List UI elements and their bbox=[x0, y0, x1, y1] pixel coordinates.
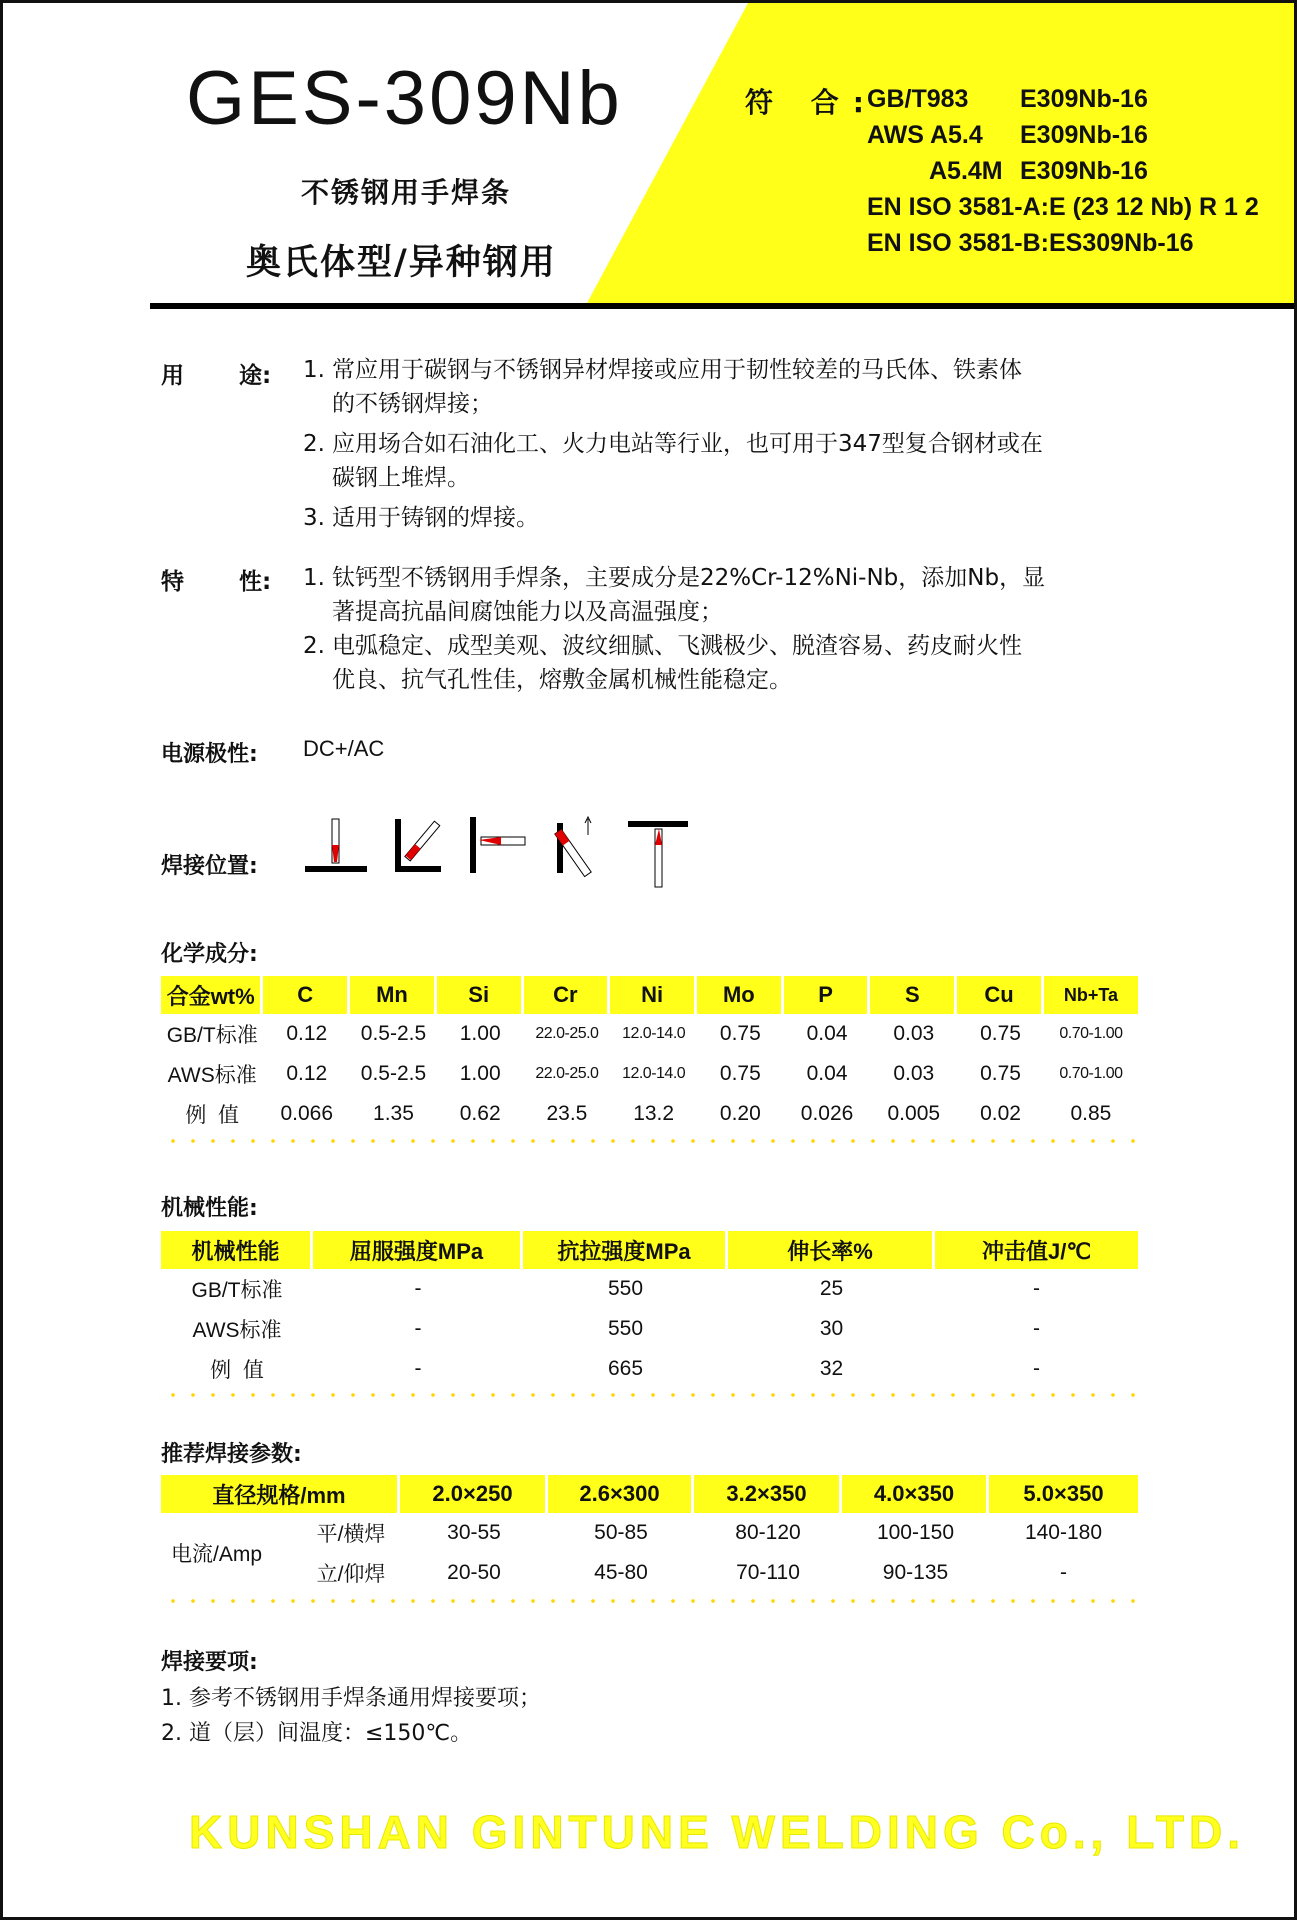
features-label: 特 性: bbox=[161, 569, 272, 595]
standard-class: E309Nb-16 bbox=[1020, 157, 1148, 185]
table-cell: - bbox=[414, 1277, 422, 1300]
column-header: 3.2×350 bbox=[694, 1475, 842, 1513]
table-cell: 0.03 bbox=[893, 1062, 935, 1085]
row-label: AWS标准 bbox=[167, 1064, 257, 1087]
row-sublabel: 平/横焊 bbox=[316, 1523, 386, 1546]
table-cell: 0.75 bbox=[719, 1062, 761, 1085]
column-header: Nb+Ta bbox=[1044, 976, 1138, 1014]
dotted-divider bbox=[163, 1599, 1138, 1603]
standard-code: A5.4M bbox=[929, 157, 1003, 185]
row-label: 电流/Amp bbox=[171, 1543, 263, 1566]
column-header: Si bbox=[437, 976, 524, 1014]
table-header-row bbox=[161, 1231, 1138, 1269]
table-cell: 90-135 bbox=[882, 1561, 949, 1584]
table-cell: 0.70-1.00 bbox=[1059, 1065, 1123, 1082]
table-cell: 30 bbox=[819, 1317, 844, 1340]
column-header: 合金wt% bbox=[161, 976, 263, 1014]
table-cell: - bbox=[414, 1317, 422, 1340]
table-cell: 32 bbox=[819, 1357, 844, 1380]
dotted-divider bbox=[163, 1139, 1138, 1143]
positions-label: 焊接位置: bbox=[161, 854, 258, 879]
column-header: 直径规格/mm bbox=[161, 1475, 400, 1513]
table-cell: 80-120 bbox=[735, 1521, 801, 1544]
column-header: Mn bbox=[350, 976, 437, 1014]
usage-label: 用 途: bbox=[161, 363, 272, 389]
table-cell: 22.0-25.0 bbox=[535, 1065, 599, 1082]
welding-positions-icons bbox=[303, 815, 698, 895]
column-header: C bbox=[263, 976, 350, 1014]
list-item: 2. 应用场合如石油化工、火力电站等行业，也可用于347型复合钢材或在 碳钢上堆焊。 bbox=[303, 431, 1043, 491]
table-cell: - bbox=[414, 1357, 422, 1380]
table-cell: 0.85 bbox=[1070, 1102, 1112, 1125]
vertical-up-position-icon bbox=[555, 817, 591, 877]
table-cell: 0.5-2.5 bbox=[360, 1062, 427, 1085]
notes-title: 焊接要项: bbox=[161, 1650, 258, 1675]
table-cell: 0.04 bbox=[806, 1022, 848, 1045]
table-row bbox=[161, 1094, 1138, 1134]
table-cell: 0.5-2.5 bbox=[360, 1022, 427, 1045]
column-header: 伸长率% bbox=[728, 1231, 935, 1269]
table-cell: 12.0-14.0 bbox=[622, 1025, 686, 1042]
product-category: 奥氏体型/异种钢用 bbox=[246, 243, 557, 283]
table-cell: 665 bbox=[607, 1357, 644, 1380]
table-cell: 0.005 bbox=[887, 1102, 941, 1125]
list-item: 2. 电弧稳定、成型美观、波纹细腻、飞溅极少、脱渣容易、药皮耐火性 优良、抗气孔性佳，熔敷金属机械性能稳定。 bbox=[303, 633, 1022, 693]
table-cell: 0.75 bbox=[980, 1022, 1021, 1045]
table-row bbox=[161, 1349, 1138, 1389]
product-subtitle: 不锈钢用手焊条 bbox=[301, 176, 512, 209]
row-label: GB/T标准 bbox=[191, 1279, 283, 1302]
table-cell: 550 bbox=[607, 1317, 644, 1340]
column-header: Mo bbox=[697, 976, 784, 1014]
table-cell: - bbox=[1033, 1357, 1040, 1380]
table-cell: 1.00 bbox=[459, 1062, 501, 1085]
table-cell: 0.70-1.00 bbox=[1059, 1025, 1123, 1042]
table-cell: 22.0-25.0 bbox=[535, 1025, 599, 1042]
table-cell: - bbox=[1033, 1317, 1040, 1340]
header-yellow-panel bbox=[3, 3, 1297, 307]
table-cell: 1.00 bbox=[459, 1022, 501, 1045]
company-name: KUNSHAN GINTUNE WELDING Co., LTD. bbox=[189, 1806, 1245, 1858]
product-title: GES-309Nb bbox=[186, 56, 623, 141]
column-header: S bbox=[870, 976, 957, 1014]
table-cell: 0.026 bbox=[800, 1102, 854, 1125]
usage-list bbox=[303, 353, 1163, 535]
column-header: 冲击值J/℃ bbox=[935, 1231, 1138, 1269]
table-cell: - bbox=[1060, 1561, 1067, 1584]
table-cell: 140-180 bbox=[1024, 1521, 1103, 1544]
table-row bbox=[161, 1054, 1138, 1094]
table-cell: 25 bbox=[819, 1277, 844, 1300]
list-item: 1. 常应用于碳钢与不锈钢异材焊接或应用于韧性较差的马氏体、铁素体 的不锈钢焊接； bbox=[303, 357, 1022, 417]
power-label: 电源极性: bbox=[161, 742, 258, 767]
table-cell: 0.12 bbox=[286, 1022, 328, 1045]
column-header: Cr bbox=[524, 976, 611, 1014]
table-cell: 12.0-14.0 bbox=[622, 1065, 686, 1082]
table-cell: 0.62 bbox=[459, 1102, 501, 1125]
table-cell: 23.5 bbox=[546, 1102, 588, 1125]
table-row bbox=[161, 1553, 1138, 1593]
table-cell: 13.2 bbox=[633, 1102, 675, 1125]
table-cell: 50-85 bbox=[594, 1521, 648, 1544]
row-label: GB/T标准 bbox=[166, 1024, 258, 1047]
standard-class: E309Nb-16 bbox=[1020, 85, 1148, 113]
table-cell: 45-80 bbox=[594, 1561, 648, 1584]
table-cell: 0.20 bbox=[719, 1102, 761, 1125]
standard-class: E309Nb-16 bbox=[1020, 121, 1148, 149]
table-cell: - bbox=[1033, 1277, 1040, 1300]
standard-code: AWS A5.4 bbox=[867, 121, 983, 149]
list-item: 1. 参考不锈钢用手焊条通用焊接要项； bbox=[161, 1686, 541, 1711]
standard-code: EN ISO 3581-B:ES309Nb-16 bbox=[867, 229, 1194, 257]
table-row bbox=[161, 1269, 1138, 1309]
list-item: 1. 钛钙型不锈钢用手焊条，主要成分是22%Cr-12%Ni-Nb，添加Nb，显 著提高抗晶间腐蚀能力以及高温强度； bbox=[303, 565, 1046, 625]
column-header: 2.0×250 bbox=[400, 1475, 548, 1513]
column-header: 屈服强度MPa bbox=[313, 1231, 523, 1269]
list-item: 3. 适用于铸钢的焊接。 bbox=[303, 505, 539, 531]
table-cell: 0.066 bbox=[280, 1102, 334, 1125]
features-list bbox=[303, 561, 1183, 697]
table-row bbox=[161, 1309, 1138, 1349]
table-cell: 0.75 bbox=[980, 1062, 1021, 1085]
column-header: Cu bbox=[957, 976, 1044, 1014]
chem-table bbox=[161, 976, 1138, 1134]
table-cell: 550 bbox=[607, 1277, 644, 1300]
horizontal-fillet-icon bbox=[395, 819, 441, 872]
table-cell: 0.04 bbox=[806, 1062, 848, 1085]
table-cell: 100-150 bbox=[876, 1521, 955, 1544]
table-row bbox=[161, 1014, 1138, 1054]
params-table bbox=[161, 1475, 1138, 1593]
mech-title: 机械性能: bbox=[161, 1196, 258, 1221]
overhead-position-icon bbox=[628, 821, 688, 887]
table-row bbox=[161, 1513, 1138, 1553]
list-item: 2. 道（层）间温度：≤150℃。 bbox=[161, 1721, 473, 1746]
chem-title: 化学成分: bbox=[161, 942, 258, 967]
table-cell: 70-110 bbox=[736, 1561, 800, 1584]
column-header: Ni bbox=[610, 976, 697, 1014]
table-cell: 0.12 bbox=[286, 1062, 328, 1085]
standard-code: GB/T983 bbox=[867, 85, 969, 113]
row-sublabel: 立/仰焊 bbox=[316, 1563, 386, 1586]
column-header: 5.0×350 bbox=[989, 1475, 1138, 1513]
table-cell: 0.75 bbox=[719, 1022, 761, 1045]
row-label: AWS标准 bbox=[192, 1319, 282, 1342]
table-header-row bbox=[161, 1475, 1138, 1513]
standard-code: EN ISO 3581-A:E (23 12 Nb) R 1 2 bbox=[867, 193, 1259, 221]
mech-table bbox=[161, 1231, 1138, 1389]
table-cell: 30-55 bbox=[447, 1521, 501, 1544]
table-cell: 20-50 bbox=[447, 1561, 501, 1584]
horizontal-position-icon bbox=[470, 817, 525, 873]
table-header-row bbox=[161, 976, 1138, 1014]
power-value: DC+/AC bbox=[303, 736, 385, 761]
flat-position-icon bbox=[305, 819, 367, 872]
conform-label: 符 合: bbox=[745, 86, 878, 119]
table-cell: 1.35 bbox=[373, 1102, 414, 1125]
notes-list bbox=[161, 1681, 541, 1751]
column-header: 抗拉强度MPa bbox=[523, 1231, 728, 1269]
row-label: 例 值 bbox=[185, 1104, 240, 1127]
column-header: P bbox=[784, 976, 871, 1014]
column-header: 4.0×350 bbox=[842, 1475, 989, 1513]
row-label: 例 值 bbox=[210, 1359, 264, 1382]
column-header: 机械性能 bbox=[161, 1231, 313, 1269]
params-title: 推荐焊接参数: bbox=[161, 1442, 302, 1467]
column-header: 2.6×300 bbox=[548, 1475, 694, 1513]
header-divider bbox=[150, 303, 1297, 309]
table-cell: 0.02 bbox=[980, 1102, 1021, 1125]
table-cell: 0.03 bbox=[893, 1022, 935, 1045]
dotted-divider bbox=[163, 1393, 1138, 1397]
